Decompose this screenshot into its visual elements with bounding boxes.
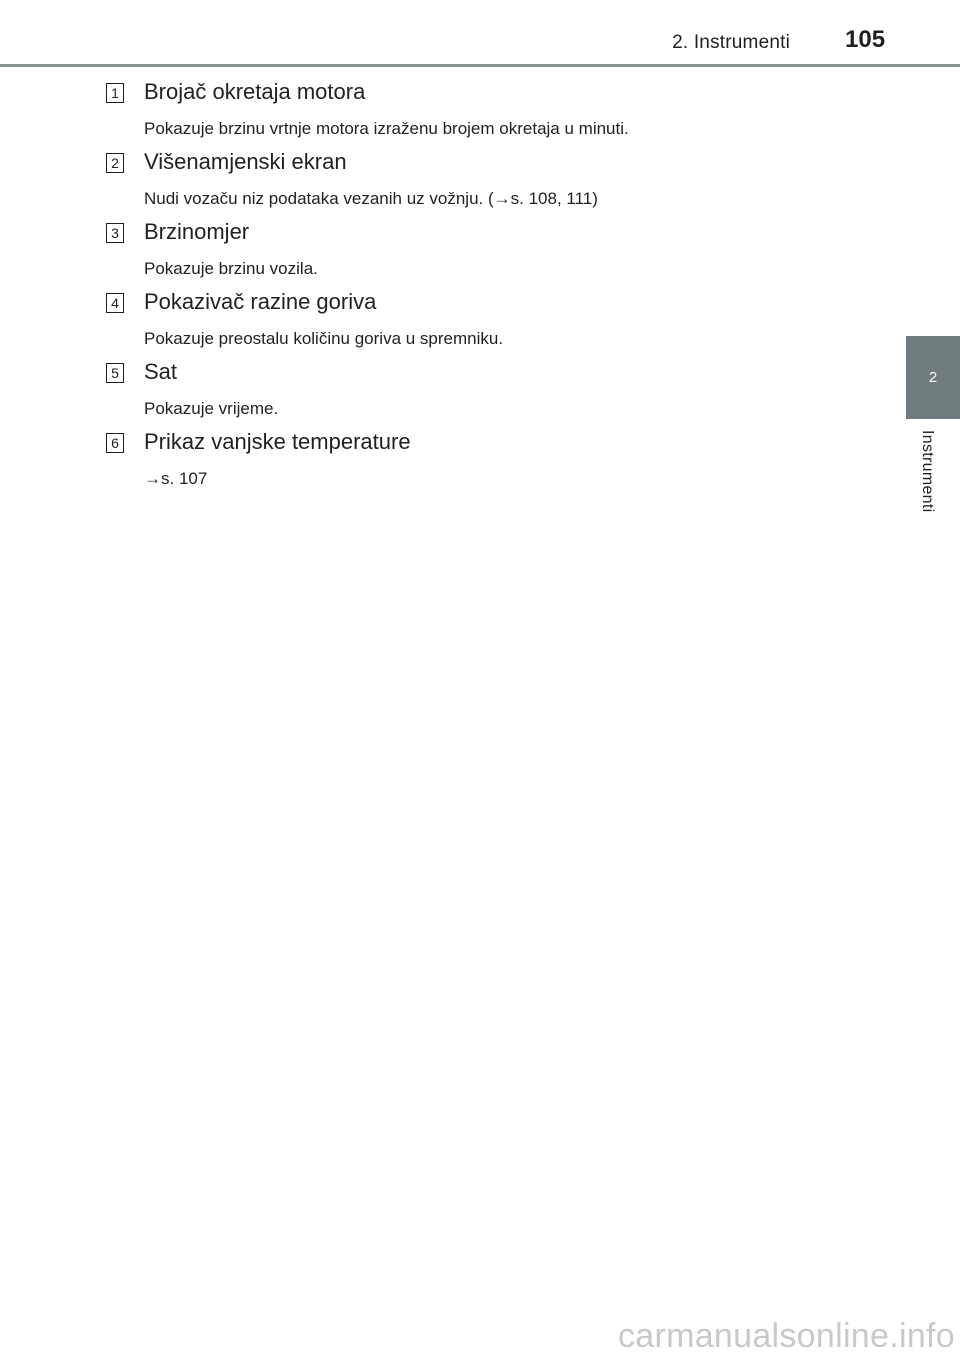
list-item [106,218,866,288]
list-item [106,358,866,428]
list-item [106,78,866,148]
item-title: Pokazivač razine goriva [144,289,377,314]
item-description: Pokazuje preostalu količinu goriva u spremniku. [144,329,504,348]
item-title: Brzinomjer [144,219,250,244]
section-title: 2. Instrumenti [672,32,790,53]
item-description: →s. 107 [144,469,208,488]
chapter-tab-label: Instrumenti [919,430,936,513]
watermark: carmanualsonline.info [617,1317,955,1355]
chapter-tab-number: 2 [928,369,938,386]
header-divider [0,64,960,67]
item-description: Pokazuje vrijeme. [144,399,279,418]
item-number-badge: 4 [106,293,124,313]
item-number-badge: 2 [106,153,124,173]
page-header [0,0,960,66]
instrument-list [106,78,866,498]
item-description: Nudi vozaču niz podataka vezanih uz vožnju. (→s. 108, 111) [144,189,598,208]
item-title: Brojač okretaja motora [144,79,366,104]
item-number-badge: 5 [106,363,124,383]
item-description: Pokazuje brzinu vrtnje motora izraženu brojem okretaja u minuti. [144,119,629,138]
page-number: 105 [845,26,886,53]
item-number-badge: 6 [106,433,124,453]
list-item [106,288,866,358]
chapter-tab [906,336,960,419]
list-item [106,428,866,498]
item-title: Višenamjenski ekran [144,149,347,174]
list-item [106,148,866,218]
item-number-badge: 3 [106,223,124,243]
item-number-badge: 1 [106,83,124,103]
item-title: Sat [144,359,178,384]
item-title: Prikaz vanjske temperature [144,429,411,454]
item-description: Pokazuje brzinu vozila. [144,259,318,278]
